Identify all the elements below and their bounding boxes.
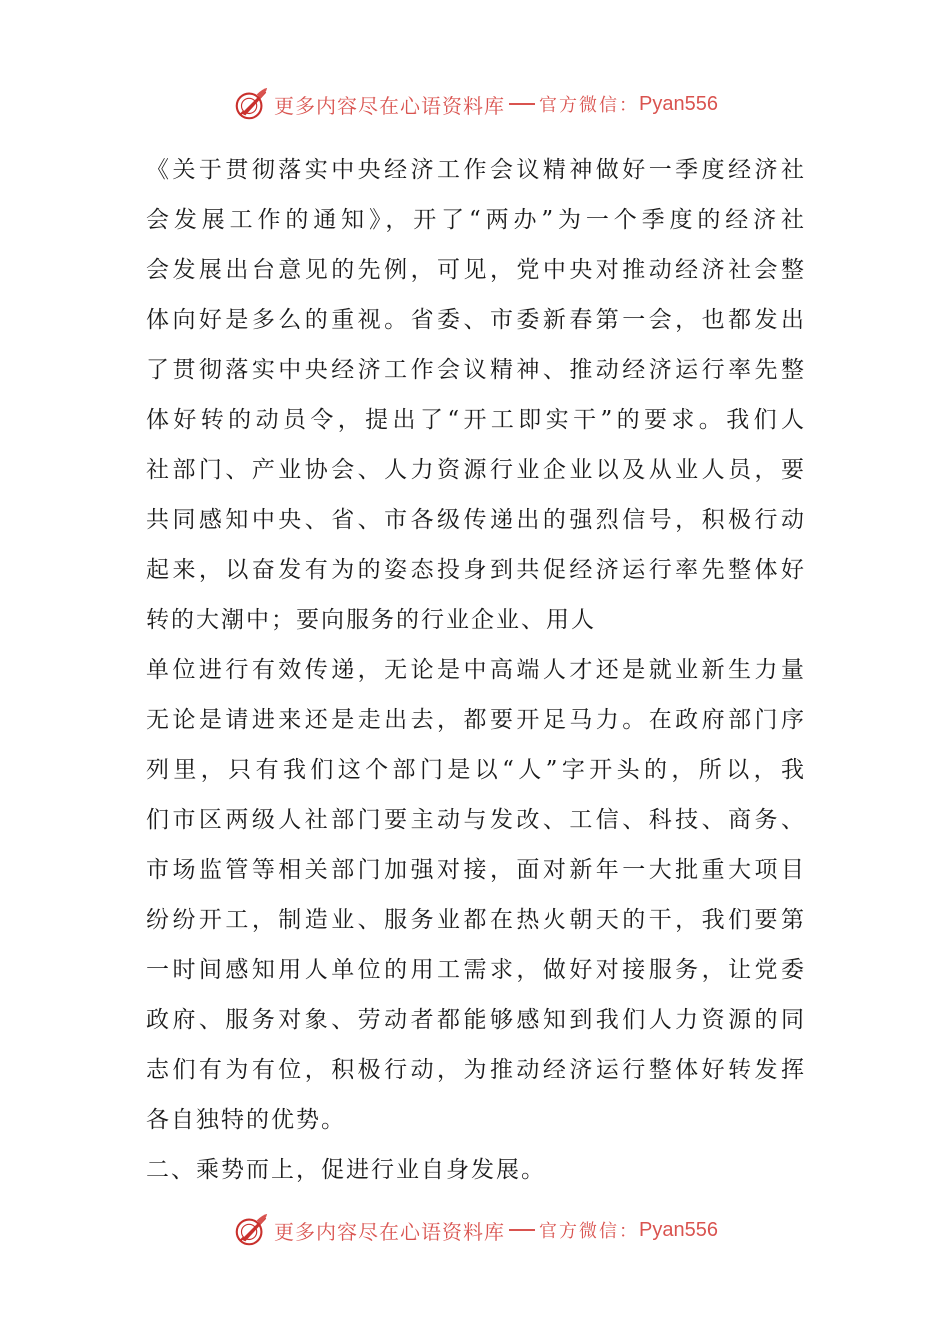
document-body [146,145,806,1195]
banner-wechat-id: Pyan556 [639,92,718,115]
body-text-line: 社部门、产业协会、人力资源行业企业以及从业人员，要 [146,457,806,483]
banner-brand-text: 更多内容尽在心语资料库 [274,1219,506,1244]
body-text-line: 共同感知中央、省、市各级传递出的强烈信号，积极行动 [146,507,806,533]
footer-watermark-banner [0,1208,950,1252]
body-text-line: 志们有为有位，积极行动，为推动经济运行整体好转发挥 [146,1057,806,1083]
body-text-line: 政府、服务对象、劳动者都能够感知到我们人力资源的同 [146,1007,806,1033]
banner-dash-divider [509,103,535,105]
quill-pen-seal-icon [232,85,270,123]
banner-official-label: 官方微信： [539,1221,640,1242]
body-text-line: 列里，只有我们这个部门是以“人”字开头的，所以，我 [146,757,806,783]
banner-official-label: 官方微信： [539,95,640,116]
body-text-line: 市场监管等相关部门加强对接，面对新年一大批重大项目 [146,857,806,883]
body-text-line: 无论是请进来还是走出去，都要开足马力。在政府部门序 [146,707,806,733]
body-text-line: 会发展出台意见的先例，可见，党中央对推动经济社会整 [146,257,806,283]
body-text-line: 转的大潮中；要向服务的行业企业、用人 [146,607,596,633]
body-text-line: 了贯彻落实中央经济工作会议精神、推动经济运行率先整 [146,357,806,383]
banner-brand-text: 更多内容尽在心语资料库 [274,93,506,118]
body-text-line: 起来，以奋发有为的姿态投身到共促经济运行率先整体好 [146,557,806,583]
body-text-line: 会发展工作的通知》，开了“两办”为一个季度的经济社 [146,207,806,233]
header-watermark-banner [0,82,950,126]
quill-pen-seal-icon [232,1211,270,1249]
body-text-line: 纷纷开工，制造业、服务业都在热火朝天的干，我们要第 [146,907,806,933]
body-text-line: 体好转的动员令，提出了“开工即实干”的要求。我们人 [146,407,806,433]
body-text-line: 们市区两级人社部门要主动与发改、工信、科技、商务、 [146,807,806,833]
body-text-line: 《关于贯彻落实中央经济工作会议精神做好一季度经济社 [146,157,806,183]
body-text-line: 一时间感知用人单位的用工需求，做好对接服务，让党委 [146,957,806,983]
banner-wechat-id: Pyan556 [639,1218,718,1241]
body-text-line: 体向好是多么的重视。省委、市委新春第一会，也都发出 [146,307,806,333]
body-text-line: 各自独特的优势。 [146,1107,346,1133]
banner-dash-divider [509,1229,535,1231]
body-text-line: 二、乘势而上，促进行业自身发展。 [146,1157,546,1183]
body-text-line: 单位进行有效传递，无论是中高端人才还是就业新生力量 [146,657,806,683]
